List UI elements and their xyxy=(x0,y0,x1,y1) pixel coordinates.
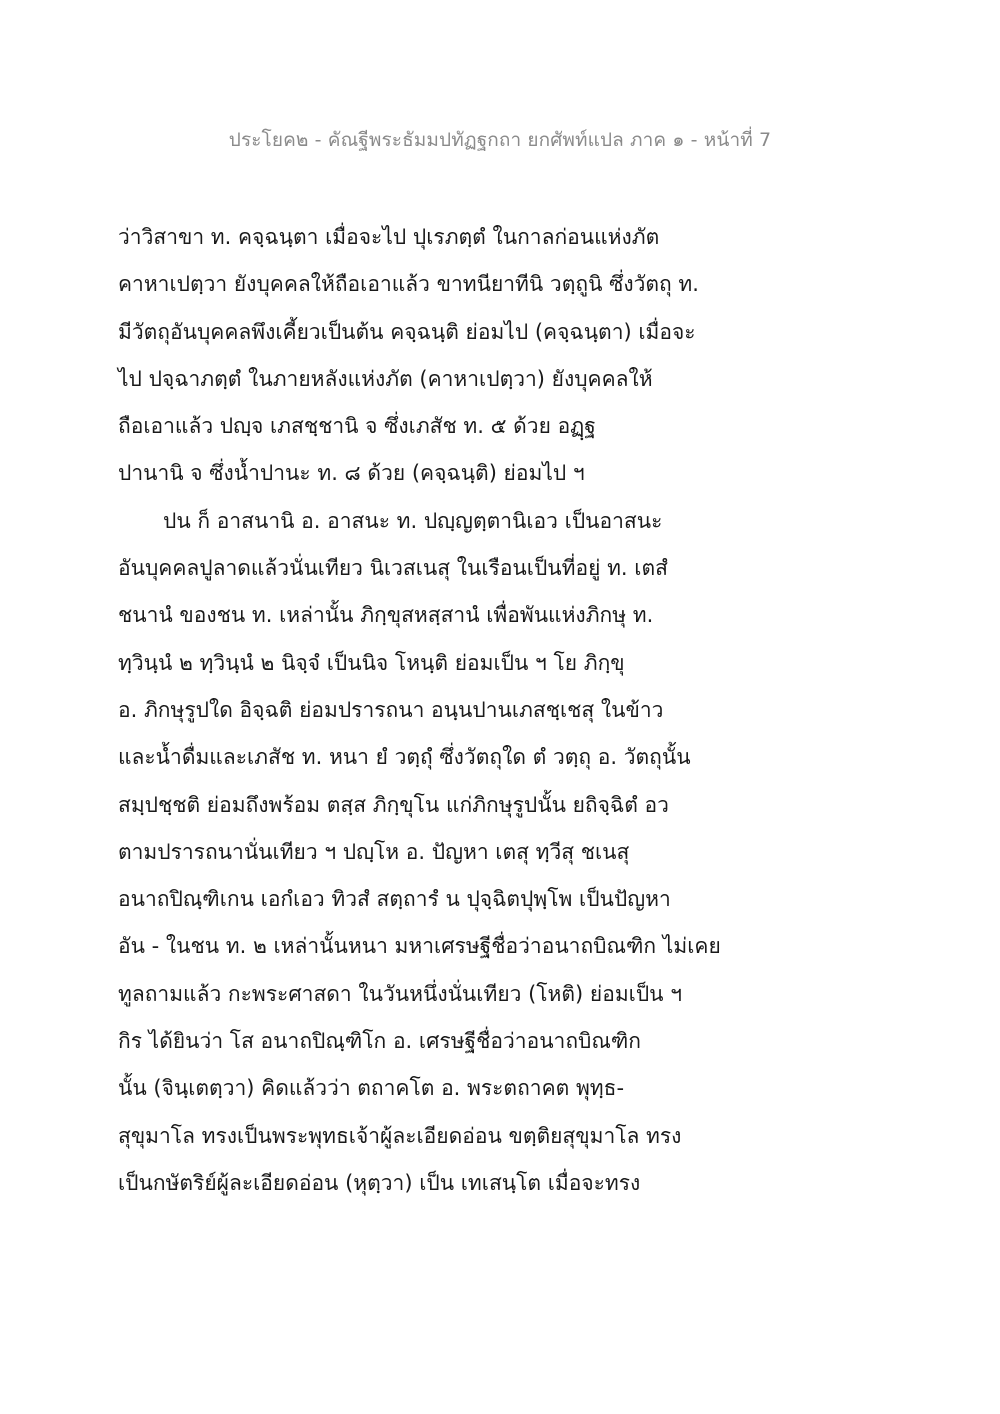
text-line: อันบุคคลปูลาดแล้วนั่นเทียว นิเวสเนสุ ในเรือนเป็นที่อยู่ ท. เตสํ xyxy=(118,556,668,581)
text-line: คาหาเปตฺวา ยังบุคคลให้ถือเอาแล้ว ขาทนียาทีนิ วตฺถูนิ ซึ่งวัตถุ ท. xyxy=(118,272,699,297)
paragraph-start-line: ปน ก็ อาสนานิ อ. อาสนะ ท. ปญฺญตฺตานิเอว เป็นอาสนะ xyxy=(163,508,663,533)
text-line: อนาถปิณฺฑิเกน เอกํเอว ทิวสํ สตฺถารํ น ปุจฺฉิตปุพฺโพ เป็นปัญหา xyxy=(118,887,671,912)
text-line: ชนานํ ของชน ท. เหล่านั้น ภิกฺขุสหสฺสานํ เพื่อพันแห่งภิกษุ ท. xyxy=(118,603,654,628)
text-line: สมฺปชฺชติ ย่อมถึงพร้อม ตสฺส ภิกฺขุโน แก่ภิกษุรูปนั้น ยถิจฺฉิตํ อว xyxy=(118,792,669,817)
text-line: ว่าวิสาขา ท. คจฺฉนฺตา เมื่อจะไป ปุเรภตฺตํ ในกาลก่อนแห่งภัต xyxy=(118,225,660,249)
text-line: ตามปรารถนานั่นเทียว ฯ ปญฺโห อ. ปัญหา เตสุ ทฺวีสุ ชเนสุ xyxy=(118,839,630,864)
text-line: มีวัตถุอันบุคคลพึงเคี้ยวเป็นต้น คจฺฉนฺติ ย่อมไป (คจฺฉนฺตา) เมื่อจะ xyxy=(118,319,696,344)
text-line: อัน - ในชน ท. ๒ เหล่านั้นหนา มหาเศรษฐีชื่อว่าอนาถบิณฑิก ไม่เคย xyxy=(118,934,721,959)
text-line: เป็นกษัตริย์ผู้ละเอียดอ่อน (หุตฺวา) เป็น เทเสนฺโต เมื่อจะทรง xyxy=(118,1170,641,1195)
text-line: สุขุมาโล ทรงเป็นพระพุทธเจ้าผู้ละเอียดอ่อน ขตฺติยสุขุมาโล ทรง xyxy=(118,1123,682,1148)
text-line: กิร ได้ยินว่า โส อนาถปิณฺฑิโก อ. เศรษฐีชื่อว่าอนาถบิณฑิก xyxy=(118,1029,642,1054)
text-line: ถือเอาแล้ว ปญฺจ เภสชฺชานิ จ ซึ่งเภสัช ท. ๕ ด้วย อฏฺฐ xyxy=(118,414,596,439)
body-text xyxy=(118,214,738,1207)
text-line: และน้ำดื่มและเภสัช ท. หนา ยํ วตฺถุํ ซึ่งวัตถุใด ตํ วตฺถุ อ. วัตถุนั้น xyxy=(118,745,691,770)
text-line: ปานานิ จ ซึ่งน้ำปานะ ท. ๘ ด้วย (คจฺฉนฺติ) ย่อมไป ฯ xyxy=(118,461,585,486)
text-line: ทฺวินฺนํ ๒ ทฺวินฺนํ ๒ นิจฺจํ เป็นนิจ โหนฺติ ย่อมเป็น ฯ โย ภิกฺขุ xyxy=(118,650,625,675)
text-line: นั้น (จินฺเตตฺวา) คิดแล้วว่า ตถาคโต อ. พระตถาคต พุทฺธ- xyxy=(118,1076,625,1101)
text-line: ทูลถามแล้ว กะพระศาสดา ในวันหนึ่งนั่นเทียว (โหติ) ย่อมเป็น ฯ xyxy=(118,981,682,1006)
text-line: อ. ภิกษุรูปใด อิจฺฉติ ย่อมปรารถนา อนฺนปานเภสชฺเชสุ ในข้าว xyxy=(118,697,664,722)
page-header: ประโยค๒ - คัณฐีพระธัมมปทัฏฐกถา ยกศัพท์แปล ภาค ๑ - หน้าที่ 7 xyxy=(228,129,772,151)
text-line: ไป ปจฺฉาภตฺตํ ในภายหลังแห่งภัต (คาหาเปตฺวา) ยังบุคคลให้ xyxy=(118,366,653,391)
